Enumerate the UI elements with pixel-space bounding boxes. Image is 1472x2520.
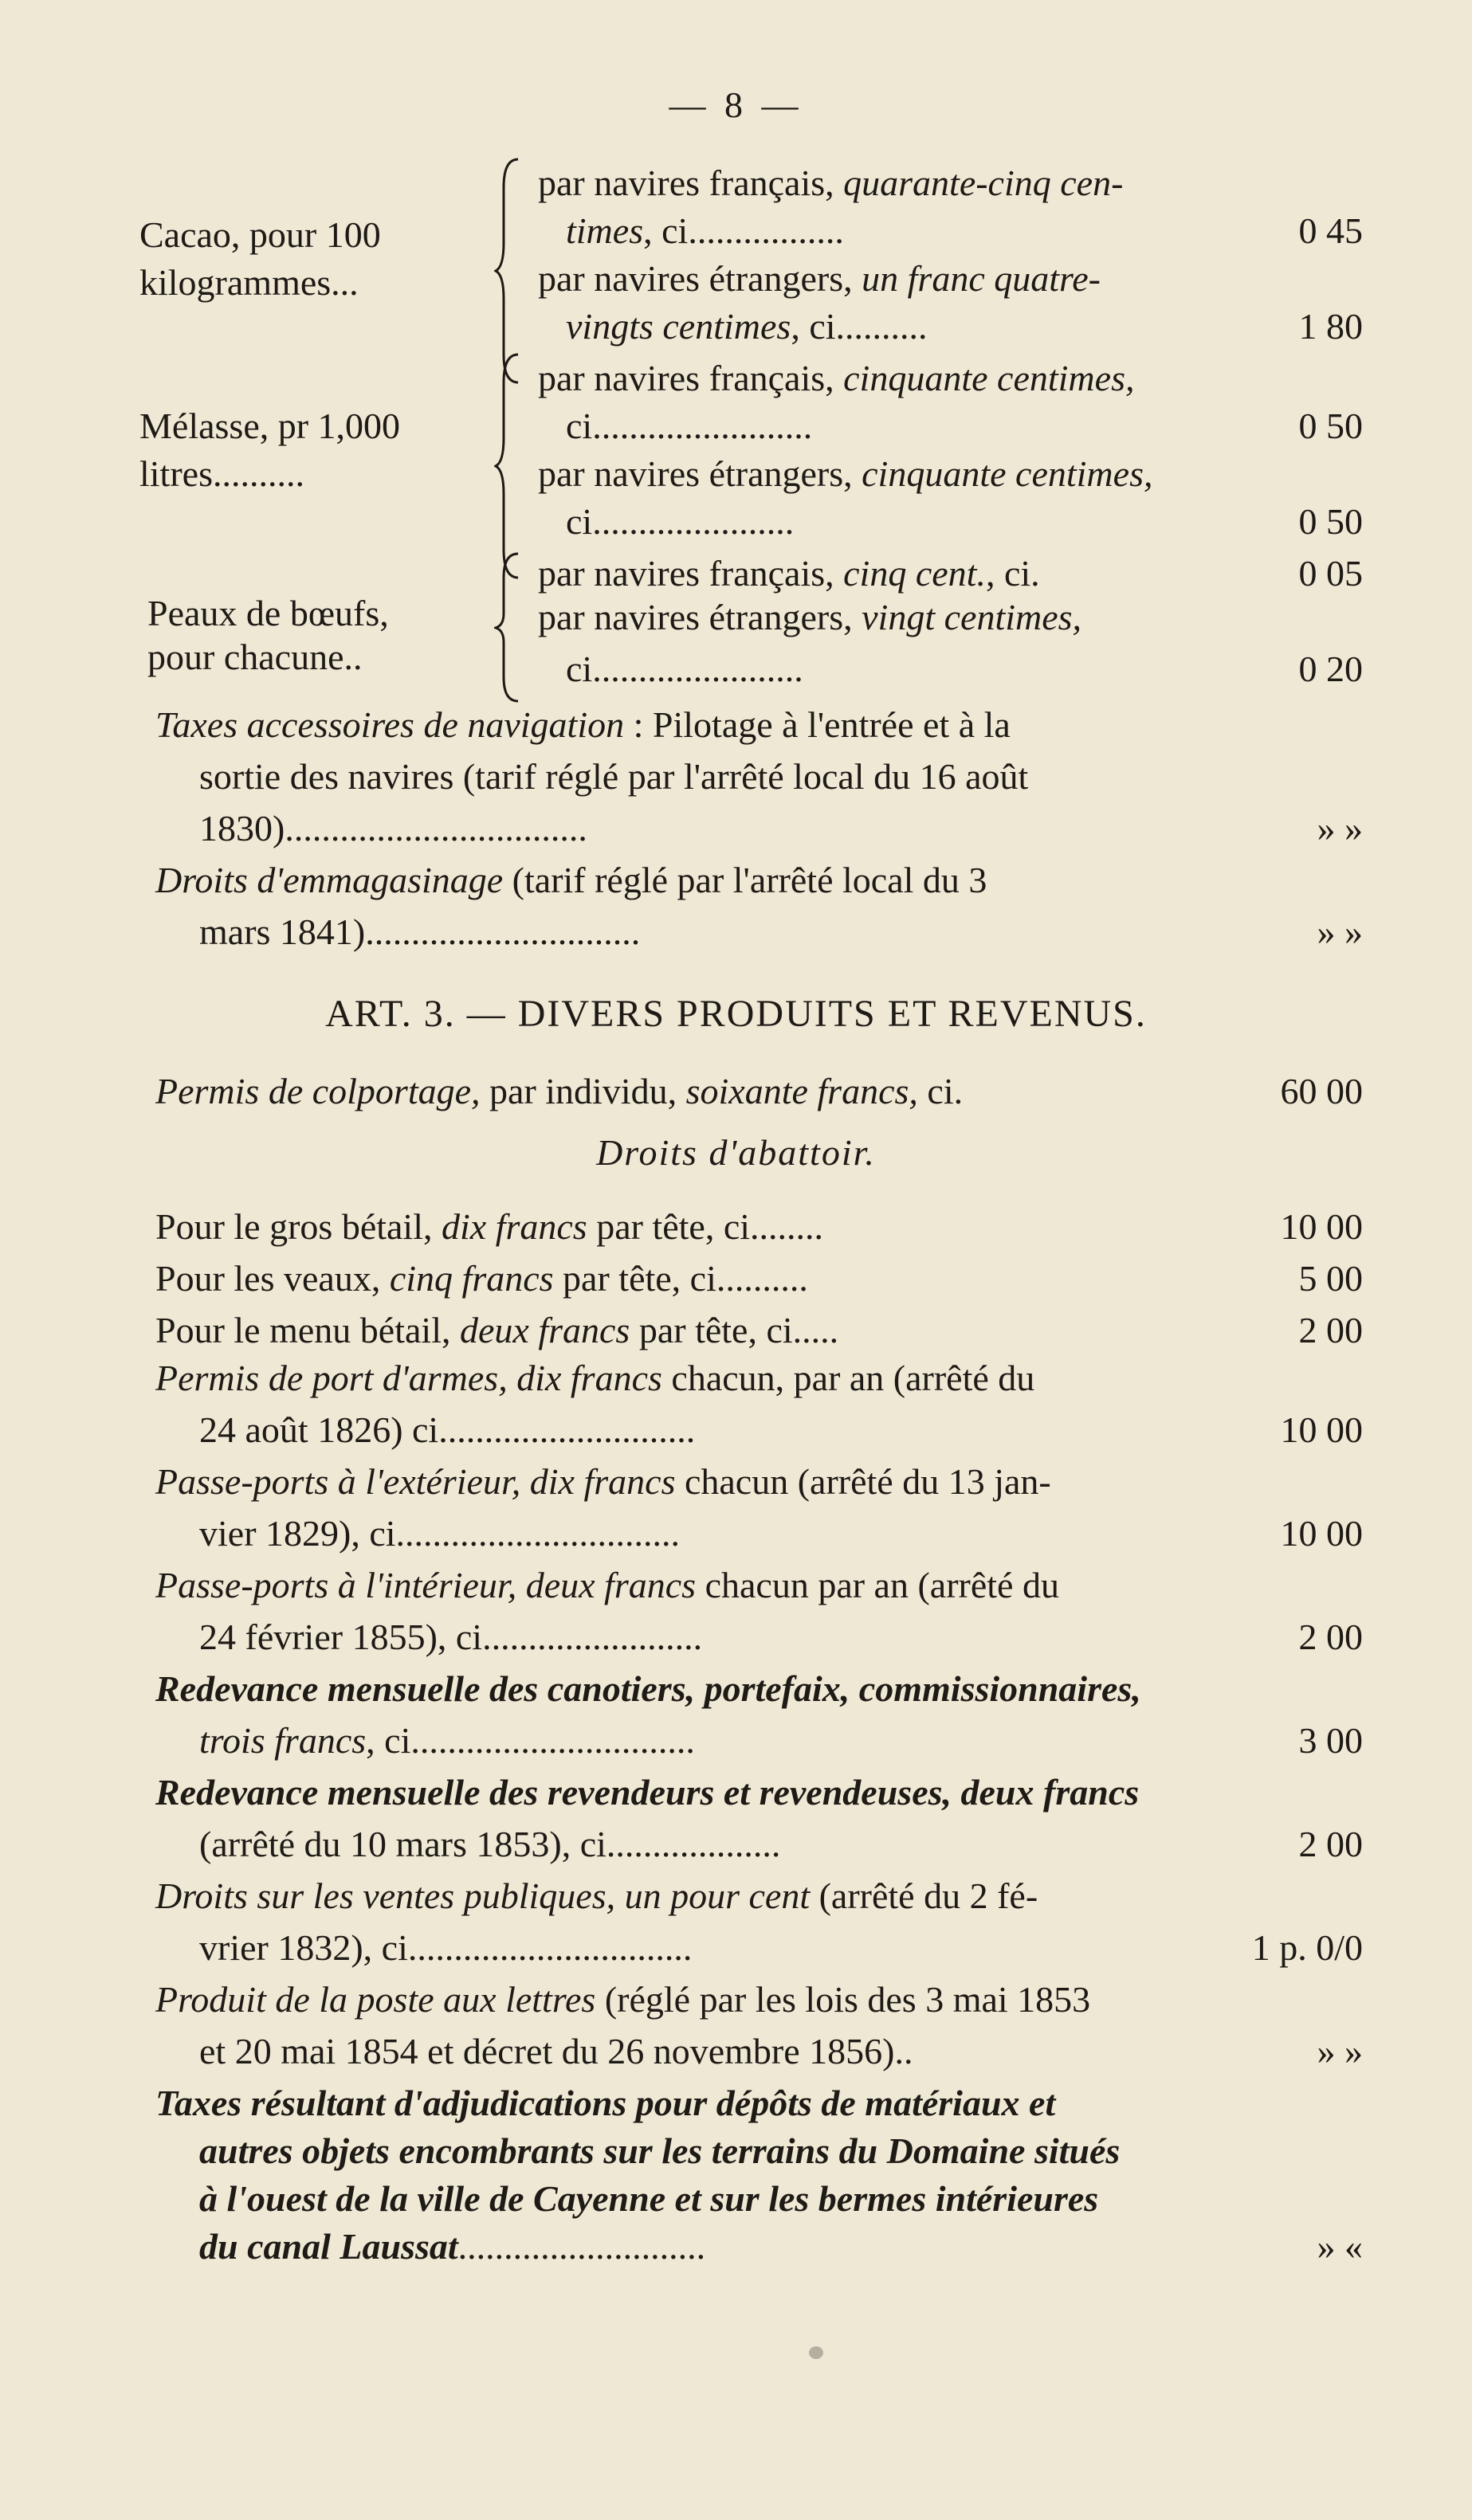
adjudications-value: » «: [1317, 2226, 1363, 2267]
port-armes-line-1: Permis de port d'armes, dix francs chacun, par an (arrêté du: [155, 1358, 1035, 1398]
peaux-brace: [494, 550, 526, 705]
redevance-revendeurs-value: 2 00: [1298, 1824, 1363, 1864]
abattoir-item-value: 2 00: [1298, 1310, 1363, 1350]
adjudications-line-3: à l'ouest de la ville de Cayenne et sur les bermes intérieures: [199, 2178, 1099, 2219]
cacao-label-1: Cacao, pour 100: [139, 214, 381, 255]
ventes-publiques-line-1: Droits sur les ventes publiques, un pour cent (arrêté du 2 fé-: [155, 1875, 1038, 1916]
abattoir-item: Pour le menu bétail, deux francs par tête, ci.....: [155, 1310, 839, 1350]
poste-line-2: et 20 mai 1854 et décret du 26 novembre 1856)..: [199, 2031, 913, 2071]
peaux-label-1: Peaux de bœufs,: [147, 593, 389, 633]
cacao-line-2: times, ci.................: [566, 210, 844, 251]
passeports-int-line-2: 24 février 1855), ci........................: [199, 1617, 703, 1657]
cacao-foreign-value: 1 80: [1298, 306, 1363, 347]
taxes-navigation-value: » »: [1317, 808, 1363, 848]
redevance-revendeurs-line-1: Redevance mensuelle des revendeurs et revendeuses, deux francs: [155, 1772, 1140, 1813]
adjudications-line-1: Taxes résultant d'adjudications pour dépôts de matériaux et: [155, 2083, 1056, 2123]
taxes-navigation-line-1: Taxes accessoires de navigation : Pilotage à l'entrée et à la: [155, 704, 1011, 745]
colportage-line: Permis de colportage, par individu, soixante francs, ci.: [155, 1071, 964, 1111]
abattoir-item: Pour les veaux, cinq francs par tête, ci..........: [155, 1258, 808, 1299]
peaux-line-1: par navires français, cinq cent., ci.: [538, 553, 1040, 594]
page-number: — 8 —: [669, 84, 803, 125]
melasse-foreign-value: 0 50: [1298, 501, 1363, 542]
cacao-line-4: vingts centimes, ci..........: [566, 306, 928, 347]
taxes-navigation-line-3: 1830).................................: [199, 808, 587, 848]
melasse-line-1: par navires français, cinquante centimes,: [538, 358, 1135, 398]
adjudications-line-4: du canal Laussat...........................: [199, 2226, 706, 2267]
melasse-label-2: litres..........: [139, 453, 304, 494]
port-armes-value: 10 00: [1280, 1409, 1363, 1450]
redevance-canotiers-value: 3 00: [1298, 1720, 1363, 1761]
passeports-int-value: 2 00: [1298, 1617, 1363, 1657]
peaux-label-2: pour chacune..: [147, 637, 363, 677]
peaux-foreign-value: 0 20: [1298, 649, 1363, 689]
droits-emmagasinage-line-2: mars 1841)..............................: [199, 911, 641, 952]
abattoir-item-value: 5 00: [1298, 1258, 1363, 1299]
peaux-line-3: ci.......................: [566, 649, 803, 689]
cacao-line-1: par navires français, quarante-cinq cen-: [538, 163, 1124, 203]
cacao-french-value: 0 45: [1298, 210, 1363, 251]
abattoir-item-value: 10 00: [1280, 1206, 1363, 1247]
ink-spot: [809, 2346, 823, 2359]
poste-value: » »: [1317, 2031, 1363, 2071]
colportage-value: 60 00: [1280, 1071, 1363, 1111]
redevance-canotiers-line-2: trois francs, ci...............................: [199, 1720, 695, 1761]
poste-line-1: Produit de la poste aux lettres (réglé par les lois des 3 mai 1853: [155, 1979, 1091, 2020]
melasse-label-1: Mélasse, pr 1,000: [139, 406, 401, 446]
passeports-ext-line-2: vier 1829), ci...............................: [199, 1513, 681, 1554]
cacao-line-3: par navires étrangers, un franc quatre-: [538, 258, 1101, 299]
melasse-line-2: ci........................: [566, 406, 813, 446]
redevance-revendeurs-line-2: (arrêté du 10 mars 1853), ci...................: [199, 1824, 781, 1864]
passeports-ext-value: 10 00: [1280, 1513, 1363, 1554]
passeports-int-line-1: Passe-ports à l'intérieur, deux francs chacun par an (arrêté du: [155, 1565, 1059, 1605]
droits-emmagasinage-line-1: Droits d'emmagasinage (tarif réglé par l'arrêté local du 3: [155, 860, 987, 900]
peaux-line-2: par navires étrangers, vingt centimes,: [538, 597, 1082, 637]
redevance-canotiers-line-1: Redevance mensuelle des canotiers, portefaix, commissionnaires,: [155, 1668, 1141, 1709]
cacao-label-2: kilogrammes...: [139, 262, 359, 303]
peaux-french-value: 0 05: [1298, 553, 1363, 594]
port-armes-line-2: 24 août 1826) ci............................: [199, 1409, 696, 1450]
melasse-french-value: 0 50: [1298, 406, 1363, 446]
melasse-brace: [494, 351, 526, 582]
abattoir-item: Pour le gros bétail, dix francs par tête, ci........: [155, 1206, 824, 1247]
taxes-navigation-line-2: sortie des navires (tarif réglé par l'arrêté local du 16 août: [199, 756, 1029, 797]
ventes-publiques-line-2: vrier 1832), ci...............................: [199, 1927, 693, 1968]
melasse-line-3: par navires étrangers, cinquante centimes,: [538, 453, 1153, 494]
passeports-ext-line-1: Passe-ports à l'extérieur, dix francs chacun (arrêté du 13 jan-: [155, 1461, 1051, 1502]
abattoir-heading: Droits d'abattoir.: [596, 1132, 876, 1173]
adjudications-line-2: autres objets encombrants sur les terrains du Domaine situés: [199, 2130, 1121, 2171]
melasse-line-4: ci......................: [566, 501, 795, 542]
ventes-publiques-value: 1 p. 0/0: [1251, 1927, 1363, 1968]
droits-emmagasinage-value: » »: [1317, 911, 1363, 952]
art3-heading: ART. 3. — DIVERS PRODUITS ET REVENUS.: [325, 993, 1147, 1035]
